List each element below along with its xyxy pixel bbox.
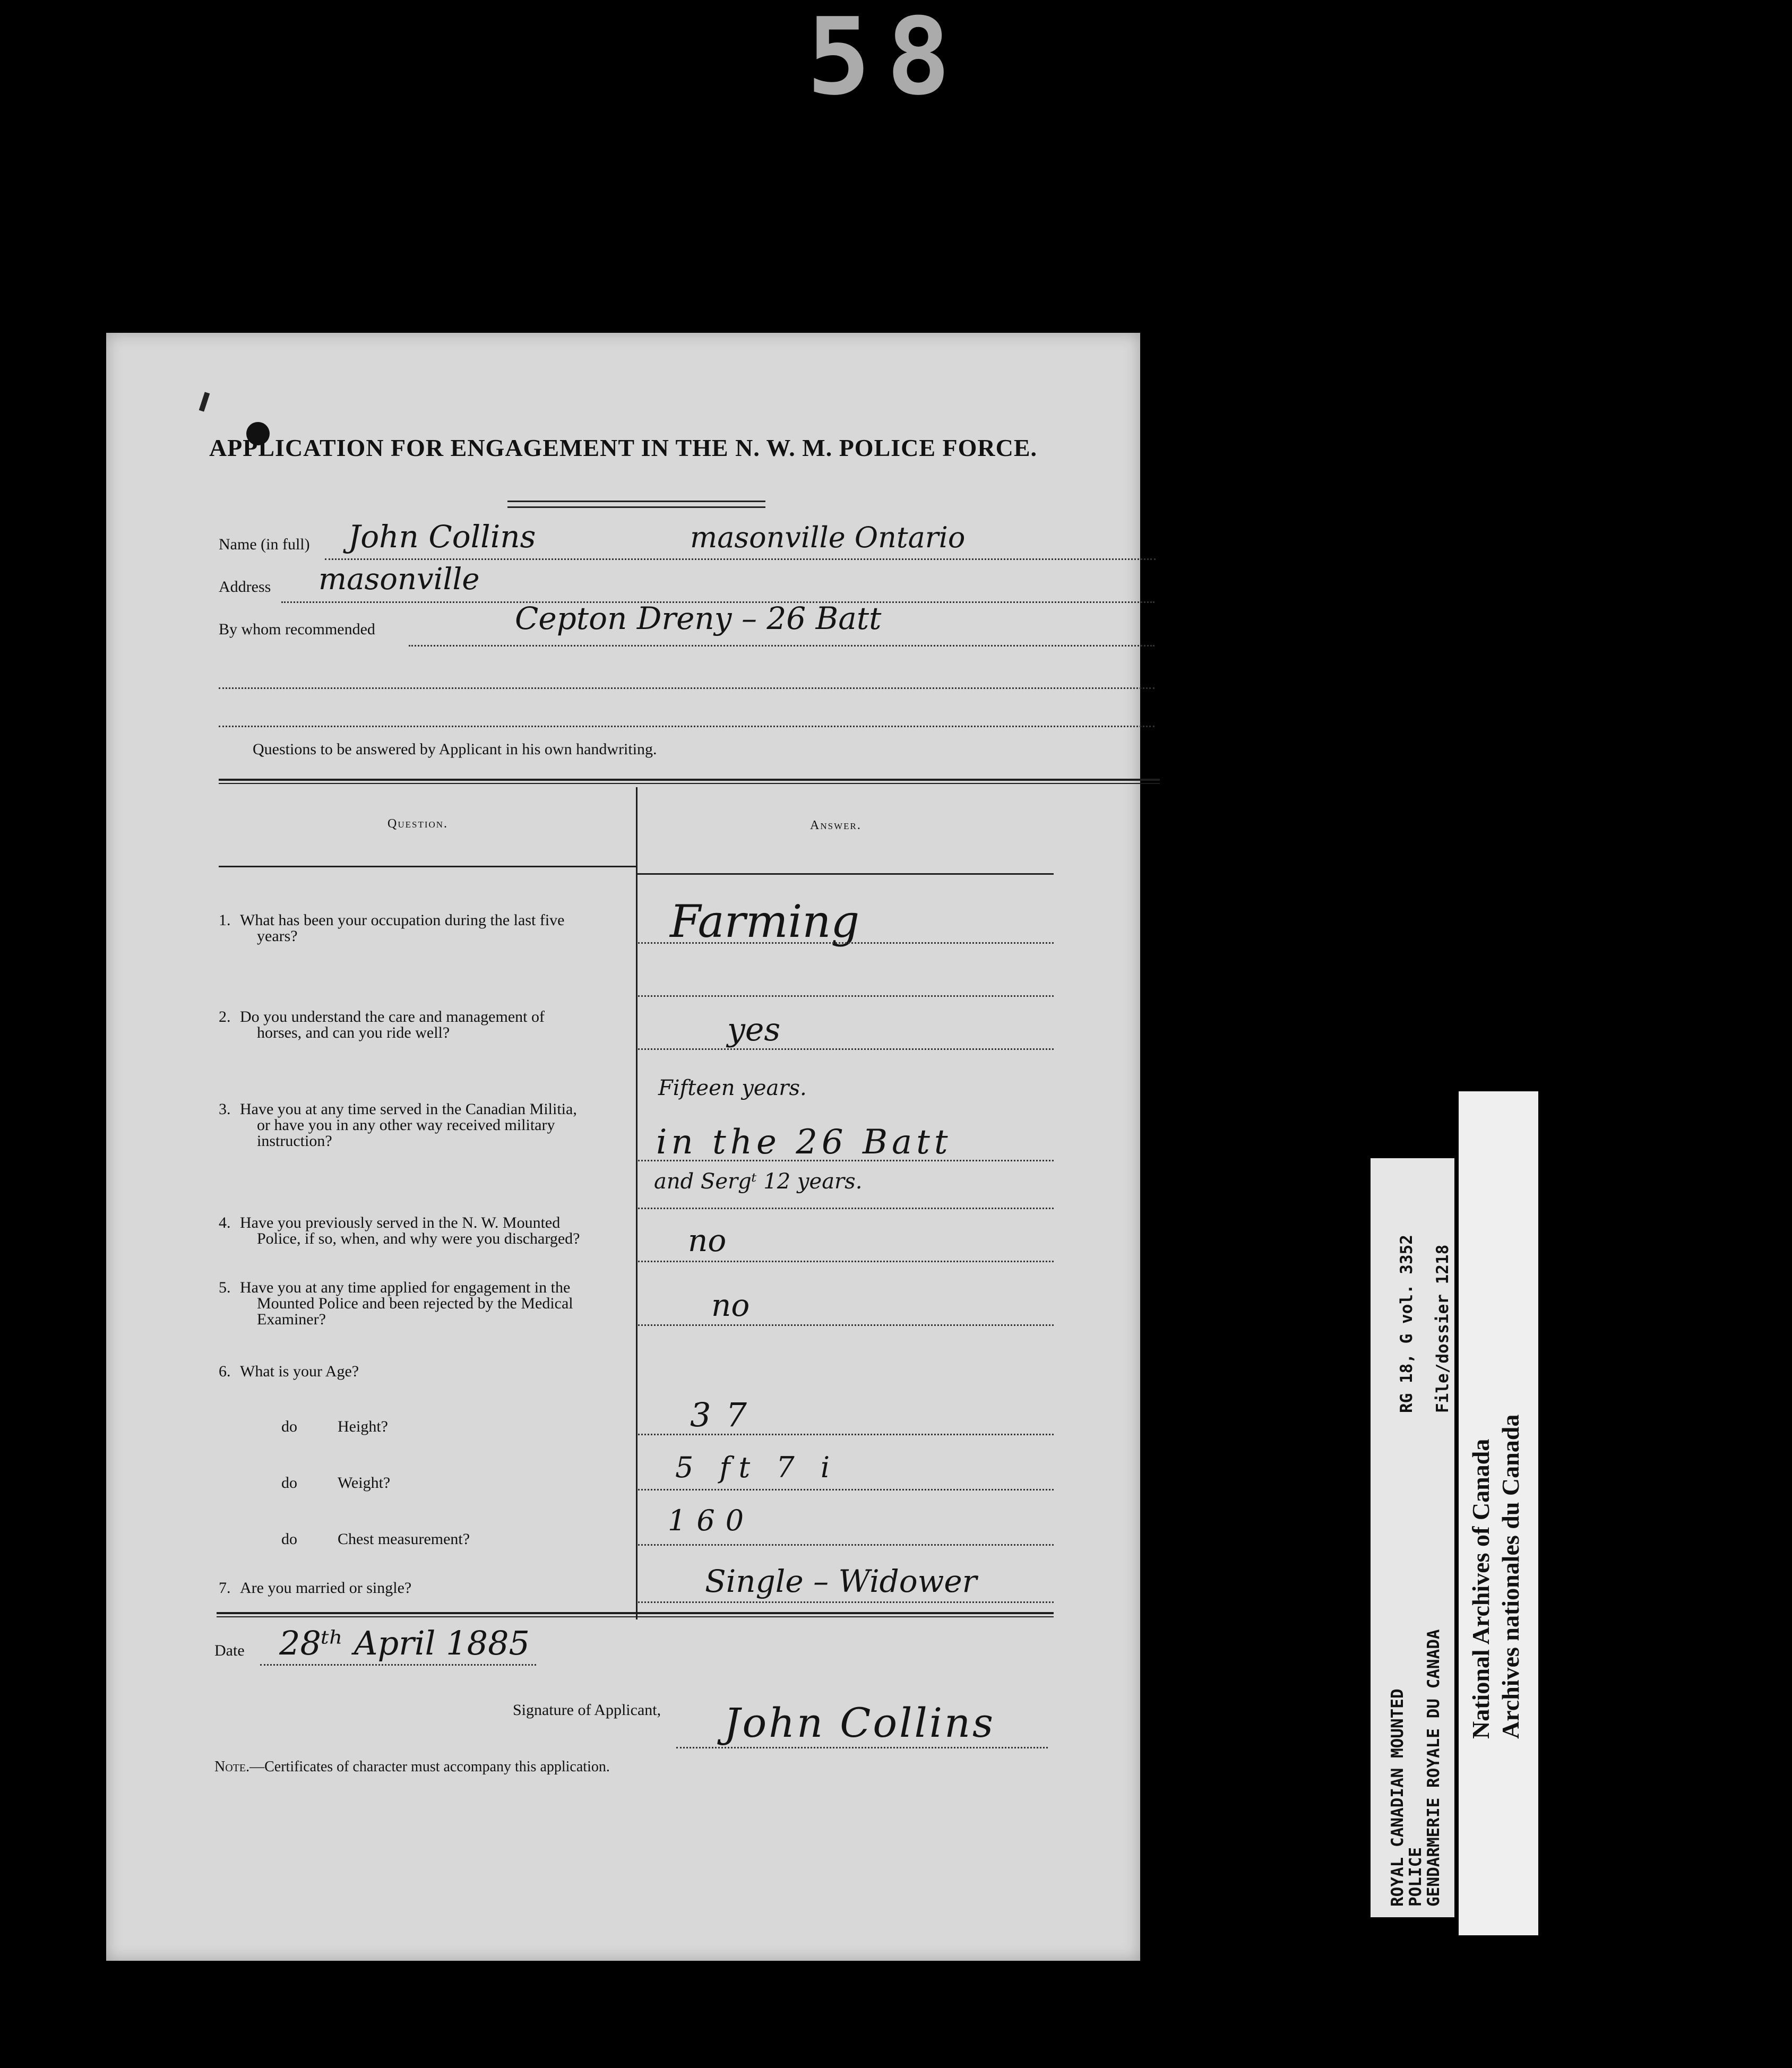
answer-3-line-b [638, 1208, 1054, 1209]
note-label: Note. [214, 1759, 250, 1775]
answer-column-header: Answer. [810, 818, 861, 832]
signature-label: Signature of Applicant, [513, 1701, 661, 1719]
table-top-rule-thin [219, 783, 1160, 784]
answer-6-line [638, 1434, 1054, 1435]
recommended-label: By whom recommended [219, 621, 375, 638]
date-value: 28ᵗʰ April 1885 [279, 1624, 530, 1662]
recommended-value: Cepton Dreny – 26 Batt [515, 600, 882, 636]
question-2-line-1: Do you understand the care and management of [240, 1008, 545, 1026]
weight-answer: 160 [668, 1504, 755, 1537]
archive-label-strip [1371, 1158, 1454, 1917]
date-label: Date [214, 1642, 245, 1659]
recommended-line [409, 645, 1155, 647]
chest-label: Chest measurement? [338, 1530, 470, 1548]
answer-3-line-a [638, 1160, 1054, 1161]
question-5-line-1: Have you at any time applied for engagement in the [240, 1279, 571, 1296]
name-line [325, 558, 1156, 560]
question-column-header: Question. [387, 817, 449, 831]
question-4-line-2: Police, if so, when, and why were you discharged? [257, 1230, 580, 1247]
question-3-line-2: or have you in any other way received military [257, 1116, 555, 1134]
archives-stamp-en: National Archives of Canada [1467, 1438, 1494, 1739]
answer-1-line [638, 942, 1054, 944]
answer-4-line [638, 1261, 1054, 1262]
answer-2: yes [727, 1011, 781, 1048]
question-6-line-1: What is your Age? [240, 1363, 359, 1380]
archives-stamp-fr: Archives nationales du Canada [1497, 1414, 1524, 1739]
answer-1: Farming [670, 895, 860, 947]
answer-7-line [638, 1601, 1054, 1603]
table-bottom-rule [217, 1612, 1054, 1614]
agency-block [1389, 1629, 1443, 1907]
pencil-mark [199, 392, 210, 411]
height-label: Height? [338, 1418, 388, 1435]
question-2-line-2: horses, and can you ride well? [257, 1024, 450, 1041]
answer-4: no [688, 1222, 727, 1259]
date-line [260, 1664, 536, 1666]
name-value: John Collins [348, 519, 536, 555]
question-2-number: 2. [219, 1008, 231, 1026]
name-label: Name (in full) [219, 536, 310, 553]
table-top-rule [219, 779, 1160, 781]
question-7-number: 7. [219, 1579, 231, 1597]
application-form-page [106, 333, 1140, 1961]
answer-3-line-1: Fifteen years. [658, 1076, 807, 1100]
question-3-line-1: Have you at any time served in the Canadian Militia, [240, 1100, 577, 1118]
answer-2-line [638, 1048, 1054, 1050]
question-4-line-1: Have you previously served in the N. W. Mounted [240, 1214, 561, 1231]
table-bottom-rule-thin [217, 1616, 1054, 1617]
weight-label: Weight? [338, 1474, 391, 1492]
archives-stamp-text [1466, 1415, 1526, 1739]
weight-line [638, 1544, 1054, 1546]
agency-line-2: POLICE [1406, 1847, 1425, 1907]
header-rule-left [219, 866, 637, 867]
title-underline [507, 501, 765, 508]
reference-block [1389, 1235, 1461, 1413]
signature-line [676, 1747, 1048, 1748]
frame-number: 58 [806, 0, 967, 119]
signature-value: John Collins [724, 1699, 996, 1746]
question-5-line-2: Mounted Police and been rejected by the Medical [257, 1295, 573, 1312]
note-body: —Certificates of character must accompany this application. [249, 1759, 610, 1775]
header-rule-right [637, 873, 1054, 875]
archives-stamp-strip [1459, 1091, 1538, 1935]
question-7-line-1: Are you married or single? [240, 1579, 412, 1597]
question-4-number: 4. [219, 1214, 231, 1231]
question-6-number: 6. [219, 1363, 231, 1380]
blank-line-1 [219, 687, 1155, 689]
blank-line-2 [219, 726, 1155, 727]
column-divider [636, 787, 637, 1619]
chest-prefix: do [281, 1530, 297, 1548]
reference-line-2: File/dossier 1218 [1433, 1244, 1452, 1413]
address-label: Address [219, 578, 271, 596]
answer-1-line-2 [638, 995, 1054, 997]
answer-3-line-2: in the 26 Batt [656, 1123, 952, 1162]
question-5-line-3: Examiner? [257, 1311, 326, 1328]
form-title: APPLICATION FOR ENGAGEMENT IN THE N. W. M. POLICE FORCE. [209, 434, 1038, 461]
height-answer: 5 ft 7 i [675, 1451, 839, 1484]
height-line [638, 1489, 1054, 1490]
height-prefix: do [281, 1418, 297, 1435]
name-extra: masonville Ontario [690, 521, 966, 554]
question-1-line-1: What has been your occupation during the last five [240, 911, 565, 929]
question-3-line-3: instruction? [257, 1132, 332, 1150]
answer-3-line-3: and Sergᵗ 12 years. [654, 1169, 863, 1194]
weight-prefix: do [281, 1474, 297, 1492]
address-value: masonville [318, 562, 480, 597]
question-1-number: 1. [219, 911, 231, 929]
reference-line-1: RG 18, G vol. 3352 [1397, 1235, 1416, 1413]
answer-6: 37 [690, 1395, 762, 1434]
question-5-number: 5. [219, 1279, 231, 1296]
question-1-line-2: years? [257, 927, 298, 945]
agency-line-1: ROYAL CANADIAN MOUNTED [1388, 1688, 1407, 1907]
instruction-text: Questions to be answered by Applicant in his own handwriting. [253, 740, 657, 758]
answer-5-line [638, 1324, 1054, 1326]
note-text [214, 1759, 610, 1776]
answer-7: Single – Widower [705, 1563, 977, 1599]
agency-line-3: GENDARMERIE ROYALE DU CANADA [1424, 1629, 1443, 1907]
question-3-number: 3. [219, 1100, 231, 1118]
answer-5: no [711, 1287, 750, 1323]
